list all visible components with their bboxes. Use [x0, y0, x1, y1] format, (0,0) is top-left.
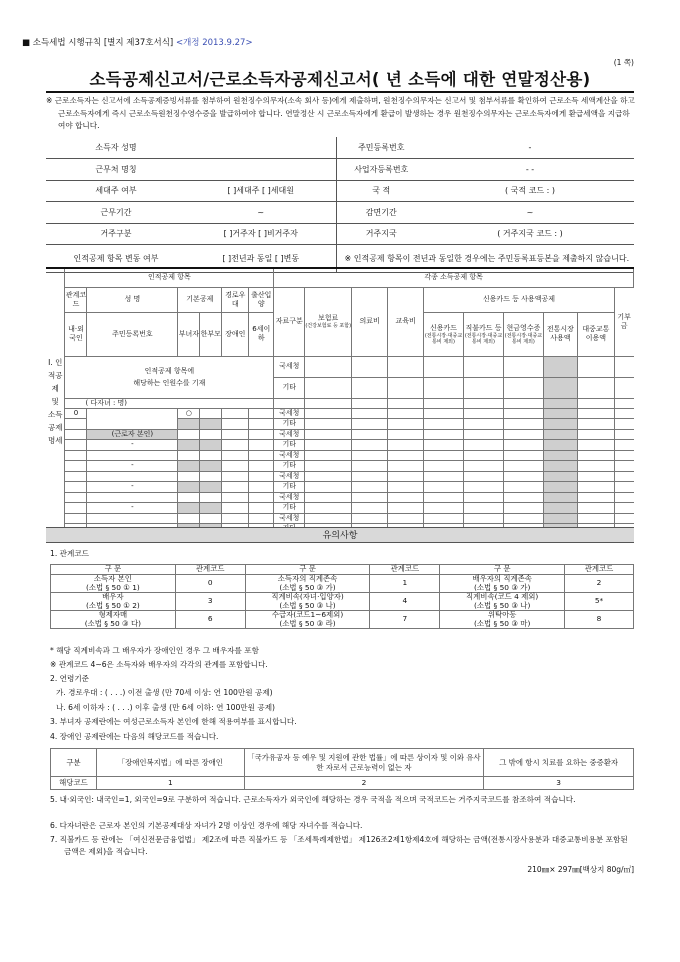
row-source: 국세청: [274, 429, 305, 440]
revision-date: <개정 2013.9.27>: [175, 38, 253, 48]
label-change: 인적공제 항목 변동 여부: [46, 245, 186, 273]
label-reduction: 감면기간: [336, 202, 426, 224]
col-basic: 기본공제: [178, 287, 222, 312]
label-household: 세대주 여부: [46, 180, 186, 202]
rel-desc: 직계비속(코드 4 제외) (소법 § 50 ③ 나): [440, 593, 565, 611]
rel-desc: 소득자 본인 (소법 § 50 ① 1): [51, 575, 176, 593]
title-divider: [46, 91, 634, 93]
row-source: 국세청: [274, 408, 305, 419]
rel-code: 4: [370, 593, 440, 611]
note-7: 7. 직불카드 등 란에는 「여신전문금융업법」 제2조에 따른 직불카드 등 「조세특례제한법」 제126조2제1항제4호에 해당하는 금액(전통시장사용분과 대중교통비용분 포함된 금액은 제외)을 적습니다.: [50, 835, 628, 856]
col-relcode: 관계코드: [65, 287, 87, 312]
rrn-dash[interactable]: -: [87, 503, 178, 514]
label-period: 근무기간: [46, 202, 186, 224]
res-country-code[interactable]: ( 거주지국 코드 : ): [426, 223, 634, 245]
credit-sub: (전통시장·대중교통비 제외): [424, 332, 463, 345]
label-nationality: 국 적: [336, 180, 426, 202]
col-market: 전통시장 사용액: [543, 312, 577, 356]
period-field[interactable]: ~: [186, 202, 336, 224]
col-medical: 의료비: [352, 287, 388, 356]
rel-h-div: 구 문: [440, 565, 565, 575]
debit-sub: (전통시장·대중교통비 제외): [464, 332, 503, 345]
paper-spec: 210㎜× 297㎜[백상지 80g/㎡]: [527, 865, 634, 874]
rel-desc: 위탁아동 (소법 § 50 ③ 마): [440, 611, 565, 629]
rel-code: 8: [565, 611, 634, 629]
relation-code-table: [50, 564, 634, 629]
label-company: 근무처 명칭: [46, 159, 186, 181]
various-header: 각종 소득공제 항목: [274, 268, 634, 287]
dis-code-label: 해당코드: [51, 777, 97, 790]
col-disabled: 장애인: [222, 312, 249, 356]
col-education: 교육비: [388, 287, 424, 356]
row-source: 국세청: [274, 492, 305, 503]
self-rrn-label: (근로자 본인): [87, 429, 178, 440]
rel-h-code: 관계코드: [175, 565, 245, 575]
disability-code-table: [50, 748, 634, 790]
summary-cell[interactable]: [65, 356, 274, 398]
summary-line3: ( 다자녀 : 명): [65, 398, 274, 408]
row-source: 기타: [274, 440, 305, 451]
col-single: 한부모: [200, 312, 222, 356]
rel-desc: 배우자 (소법 § 50 ① 2): [51, 593, 176, 611]
col-foreign: 내·외국인: [65, 312, 87, 356]
label-name: 소득자 성명: [46, 137, 186, 159]
col-child6: 6세이하: [249, 312, 274, 356]
source-nts: 국세청: [274, 356, 305, 377]
name-field[interactable]: [186, 137, 336, 159]
note-5: 5. 내·외국인: 내국인=1, 외국인=9로 구분하여 적습니다. 근로소득자가 외국인에 해당하는 경우 국적을 적으며 국적코드는 거주지국코드를 참조하여 적습니다.: [50, 795, 576, 804]
residence-options[interactable]: [ ]거주자 [ ]비거주자: [186, 223, 336, 245]
change-note: ※ 인적공제 항목이 전년과 동일한 경우에는 주민등록표등본을 제출하지 않습니다.: [336, 245, 634, 273]
note-6: 6. 다자녀란은 근로자 본인의 기본공제대상 자녀가 2명 이상인 경우에 해당 자녀수를 적습니다.: [50, 821, 363, 830]
rel-code: 5*: [565, 593, 634, 611]
change-options[interactable]: [ ]전년과 동일 [ ]변동: [186, 245, 336, 273]
insurance-label: 보험료: [318, 314, 339, 322]
col-donation: 기부금: [614, 287, 633, 356]
section-side-label: Ⅰ. 인적공제 및 소득공제 명세: [46, 268, 65, 534]
rel-code: 2: [565, 575, 634, 593]
credit-label: 신용카드: [430, 323, 458, 332]
form-header: ■ 소득세법 시행규칙 [별지 제37호서식] <개정 2013.9.27>: [22, 38, 253, 48]
rel-h-code: 관계코드: [370, 565, 440, 575]
col-cash: [503, 312, 543, 356]
form-title: 소득공제신고서/근로소득자공제신고서( 년 소득에 대한 연말정산용): [89, 70, 591, 89]
col-birth: 출산입양: [249, 287, 274, 312]
col-debit: [464, 312, 504, 356]
label-residence: 거주구분: [46, 223, 186, 245]
dis-code-3: 3: [484, 777, 634, 790]
nationality-code[interactable]: ( 국적 코드 : ): [426, 180, 634, 202]
note-2: 2. 연령기준: [50, 674, 90, 683]
personal-header: 인적공제 항목: [65, 268, 274, 287]
row-source: 기타: [274, 482, 305, 493]
rel-desc: 소득자의 직계존속 (소법 § 50 ③ 가): [245, 575, 370, 593]
col-elder: 경로우대: [222, 287, 249, 312]
dis-a: 「장애인복지법」에 따른 장애인: [96, 749, 244, 777]
rel-h-div: 구 문: [245, 565, 370, 575]
reduction-field[interactable]: ~: [426, 202, 634, 224]
note-1: 1. 관계코드: [50, 549, 90, 558]
intro-note: ※ 근로소득자는 신고서에 소득공제증빙서류를 첨부하여 원천징수의무자(소속 회사 등)에게 제출하며, 원천징수의무자는 신고서 및 첨부서류를 확인하여 근로소득 세액계산을 하고 근로소득자에게 즉시 근로소득원천징수영수증을 발급하여야 합니다. 연말정산 시 근로소득자에게 환급이 발생하는 경우 원천징수의무자는 근로소득자에게 환급세액을 지급하여야 합니다.: [46, 96, 635, 130]
dis-code-2: 2: [244, 777, 484, 790]
debit-label: 직불카드 등: [465, 323, 502, 332]
rel-code: 1: [370, 575, 440, 593]
self-basic[interactable]: ○: [178, 408, 200, 419]
rel-h-code: 관계코드: [565, 565, 634, 575]
row-source: 기타: [274, 419, 305, 430]
source-etc: 기타: [274, 377, 305, 398]
deduction-grid: [46, 267, 634, 535]
notes-section-title: 유의사항: [46, 527, 634, 543]
dis-h: 구분: [51, 749, 97, 777]
dis-c: 그 밖에 항시 치료를 요하는 중증환자: [484, 749, 634, 777]
col-transit: 대중교통 이용액: [577, 312, 614, 356]
dis-b: 「국가유공자 등 예우 및 지원에 관한 법률」에 따른 상이자 및 이와 유사한 자로서 근로능력이 없는 자: [244, 749, 484, 777]
rel-code: 7: [370, 611, 440, 629]
note-2b: 나. 6세 이하자 : ( . . .) 이후 출생 (만 6세 이하: 연 100만원 공제): [56, 703, 276, 712]
label-res-country: 거주지국: [336, 223, 426, 245]
rel-code: 0: [175, 575, 245, 593]
self-name[interactable]: [87, 408, 178, 429]
rel-desc: 배우자의 직계존속 (소법 § 50 ③ 가): [440, 575, 565, 593]
cash-sub: (전통시장·대중교통비 제외): [504, 332, 543, 345]
note-rel: ※ 관계코드 4~6은 소득자와 배우자의 각각의 관계를 포함합니다.: [50, 660, 268, 669]
note-4: 4. 장애인 공제란에는 다음의 해당코드를 적습니다.: [50, 732, 219, 741]
note-star: * 해당 직계비속과 그 배우자가 장애인인 경우 그 배우자를 포함: [50, 646, 259, 655]
company-field[interactable]: [186, 159, 336, 181]
rrn-dash[interactable]: -: [87, 482, 178, 493]
rrn-dash[interactable]: -: [87, 461, 178, 472]
page-label: (1 쪽): [613, 58, 634, 67]
rel-desc: 수급자(코드1~6제외) (소법 § 50 ③ 라): [245, 611, 370, 629]
cash-label: 현금영수증: [506, 323, 541, 332]
col-female: 부녀자: [178, 312, 200, 356]
insurance-sub: (건강보험료 등 포함): [305, 323, 352, 329]
row-source: 국세청: [274, 471, 305, 482]
rrn-dash[interactable]: -: [87, 440, 178, 451]
col-rrn: 주민등록번호: [87, 312, 178, 356]
row-source: 국세청: [274, 513, 305, 524]
row-source: 국세청: [274, 450, 305, 461]
col-credit: [424, 312, 464, 356]
col-card: 신용카드 등 사용액공제: [424, 287, 615, 312]
summary-line2: 해당하는 인원수를 기재: [133, 379, 206, 387]
col-insurance: [305, 287, 352, 356]
rel-desc: 형제자매 (소법 § 50 ③ 다): [51, 611, 176, 629]
self-relcode[interactable]: 0: [65, 408, 87, 419]
row-source: 기타: [274, 503, 305, 514]
dis-code-1: 1: [96, 777, 244, 790]
note-3: 3. 부녀자 공제란에는 여성근로소득자 본인에 한해 적용여부를 표시합니다.: [50, 717, 297, 726]
taxpayer-info-table: [46, 137, 634, 273]
col-name: 성 명: [87, 287, 178, 312]
rel-desc: 직계비속(자녀·입양자) (소법 § 50 ③ 나): [245, 593, 370, 611]
rel-code: 3: [175, 593, 245, 611]
label-bizno: 사업자등록번호: [336, 159, 426, 181]
rel-code: 6: [175, 611, 245, 629]
row-source: 기타: [274, 461, 305, 472]
rel-h-div: 구 문: [51, 565, 176, 575]
household-options[interactable]: [ ]세대주 [ ]세대원: [186, 180, 336, 202]
label-rrn: 주민등록번호: [336, 137, 426, 159]
note-2a: 가. 경로우대 : ( . . .) 이전 출생 (만 70세 이상: 연 100만원 공제): [56, 688, 273, 697]
col-source: 자료구분: [274, 287, 305, 356]
rrn-field[interactable]: -: [426, 137, 634, 159]
summary-line1: 인적공제 항목에: [144, 367, 195, 375]
bizno-field[interactable]: - -: [426, 159, 634, 181]
